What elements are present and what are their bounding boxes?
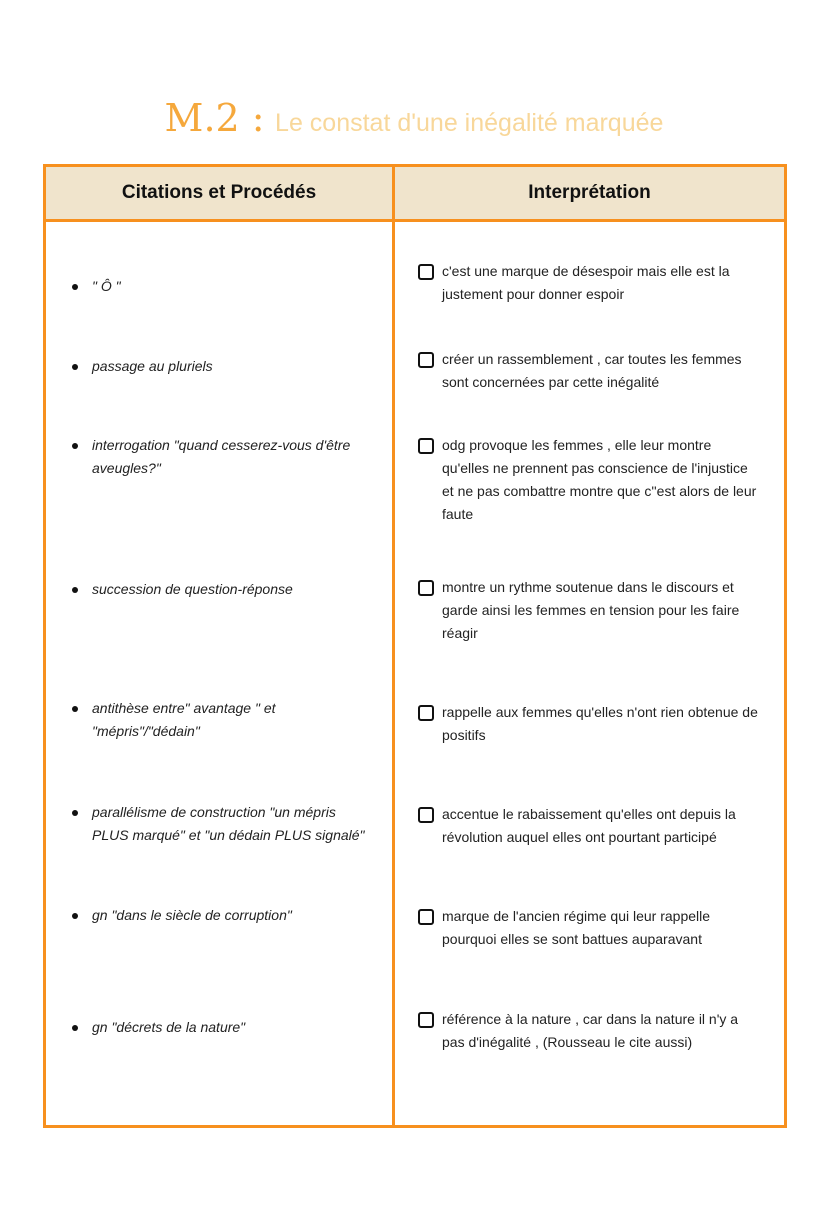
interpretation-text: référence à la nature , car dans la nature il n'y a pas d'inégalité , (Rousseau le cite aussi) [442,1011,739,1050]
citation-text: passage au pluriels [92,358,213,374]
citation-text: parallélisme de construction "un mépris PLUS marqué" et "un dédain PLUS signalé" [92,804,365,843]
interpretation-text: accentue le rabaissement qu'elles ont depuis la révolution auquel elles ont pourtant participé [442,806,736,845]
interpretation-item [418,576,758,645]
table-header [46,167,784,222]
analysis-table [43,164,787,1128]
interpretation-text: marque de l'ancien régime qui leur rappelle pourquoi elles se sont battues auparavant [442,908,711,947]
checkbox-icon[interactable] [418,1012,434,1028]
bullet-icon [72,1025,78,1031]
title-prefix: M.2 : [164,96,265,140]
citation-text: succession de question-réponse [92,581,293,597]
interpretation-text: c'est une marque de désespoir mais elle est la justement pour donner espoir [442,263,730,302]
bullet-icon [72,913,78,919]
header-citations: Citations et Procédés [121,182,317,203]
citation-item [72,1016,372,1039]
header-interpretation: Interprétation [528,182,651,203]
citation-text: gn "décrets de la nature" [92,1019,246,1035]
title-subtitle: Le constat d'une inégalité marquée [275,109,664,137]
citation-text: " Ô " [92,278,121,294]
checkbox-icon[interactable] [418,705,434,721]
interpretation-item [418,1008,758,1054]
bullet-icon [72,587,78,593]
checkbox-icon[interactable] [418,580,434,596]
interpretation-item [418,260,758,306]
checkbox-icon[interactable] [418,438,434,454]
bullet-icon [72,810,78,816]
bullet-icon [72,364,78,370]
citation-item [72,801,372,847]
interpretation-text: odg provoque les femmes , elle leur montre qu'elles ne prennent pas conscience de l'injustice et ne pas combattre montre que c''est alors de leur faute [442,437,757,522]
citation-item [72,434,372,480]
column-divider [392,167,395,1125]
checkbox-icon[interactable] [418,352,434,368]
citation-text: interrogation "quand cesserez-vous d'être aveugles?" [92,437,351,476]
bullet-icon [72,443,78,449]
checkbox-icon[interactable] [418,909,434,925]
interpretation-item [418,348,758,394]
citation-item [72,578,372,601]
citation-text: gn "dans le siècle de corruption" [92,907,292,923]
interpretation-item [418,434,758,526]
page-title [0,96,828,140]
interpretation-text: montre un rythme soutenue dans le discours et garde ainsi les femmes en tension pour les faire réagir [442,579,740,641]
interpretation-text: créer un rassemblement , car toutes les femmes sont concernées par cette inégalité [442,351,742,390]
citation-item [72,275,372,298]
interpretation-item [418,803,758,849]
citation-item [72,355,372,378]
citation-text: antithèse entre" avantage " et "mépris"/"dédain" [92,700,276,739]
interpretation-item [418,905,758,951]
citation-item [72,697,372,743]
checkbox-icon[interactable] [418,807,434,823]
citation-item [72,904,372,927]
interpretation-item [418,701,758,747]
bullet-icon [72,284,78,290]
bullet-icon [72,706,78,712]
checkbox-icon[interactable] [418,264,434,280]
interpretation-text: rappelle aux femmes qu'elles n'ont rien obtenue de positifs [442,704,758,743]
